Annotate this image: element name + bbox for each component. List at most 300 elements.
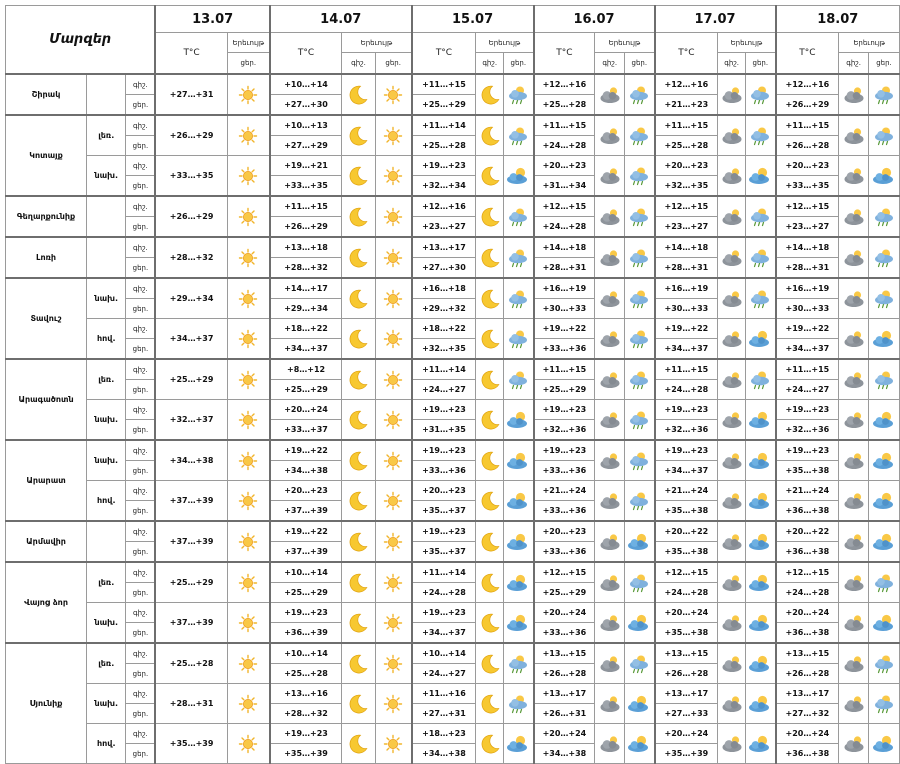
table-row xyxy=(6,278,900,299)
partly-rain-icon xyxy=(625,84,653,106)
weather-icon-cell xyxy=(504,278,534,319)
time-of-day-label: գիշ. xyxy=(126,684,155,704)
temperature-range: +19…+22 xyxy=(776,319,839,339)
temperature-range: +24…+28 xyxy=(534,217,595,238)
temperature-range: +12…+15 xyxy=(776,196,839,217)
weather-icon-cell xyxy=(718,237,746,278)
table-row xyxy=(6,400,900,420)
weather-icon-cell xyxy=(595,319,625,360)
night-subheader: գիշ. xyxy=(342,53,376,75)
temperature-range: +31…+34 xyxy=(534,176,595,197)
moon-icon xyxy=(342,288,375,310)
moon-icon xyxy=(476,165,503,187)
weather-icon-cell xyxy=(342,74,376,115)
cloudy-icon xyxy=(839,126,868,146)
weather-icon-cell xyxy=(227,359,270,400)
partly-rain-icon xyxy=(504,125,532,147)
weather-icon-cell xyxy=(342,237,376,278)
table-row xyxy=(6,196,900,217)
weather-icon-cell xyxy=(476,400,504,441)
temperature-range: +20…+23 xyxy=(412,481,476,501)
partly-cloudy-icon xyxy=(504,451,532,471)
sun-icon xyxy=(376,85,411,105)
time-of-day-label: գիշ. xyxy=(126,359,155,380)
moon-icon xyxy=(342,693,375,715)
weather-icon-cell xyxy=(869,562,900,603)
temperature-range: +11…+14 xyxy=(412,115,476,136)
partly-rain-icon xyxy=(869,693,899,715)
temperature-range: +34…+37 xyxy=(155,319,227,360)
weather-icon-cell xyxy=(595,278,625,319)
sun-icon xyxy=(228,370,269,390)
table-row xyxy=(6,603,900,623)
time-of-day-label: ցեր. xyxy=(126,704,155,724)
weather-icon-cell xyxy=(746,521,776,562)
weather-icon-cell xyxy=(746,643,776,684)
weather-icon-cell xyxy=(625,684,655,724)
moon-icon xyxy=(476,572,503,594)
weather-icon-cell xyxy=(342,278,376,319)
cloudy-icon xyxy=(718,734,745,754)
sun-icon xyxy=(228,734,269,754)
cloudy-icon xyxy=(718,126,745,146)
weather-icon-cell xyxy=(476,724,504,764)
temperature-range: +32…+36 xyxy=(776,420,839,441)
temperature-range: +35…+37 xyxy=(412,542,476,563)
partly-rain-icon xyxy=(869,369,899,391)
temperature-range: +26…+28 xyxy=(776,136,839,156)
weather-icon-cell xyxy=(625,724,655,764)
weather-icon-cell xyxy=(342,400,376,441)
weather-icon-cell xyxy=(869,643,900,684)
weather-icon-cell xyxy=(342,643,376,684)
temperature-range: +27…+31 xyxy=(412,704,476,724)
weather-icon-cell xyxy=(504,196,534,237)
partly-rain-icon xyxy=(625,490,653,512)
weather-icon-cell xyxy=(746,115,776,156)
cloudy-icon xyxy=(718,573,745,593)
weather-icon-cell xyxy=(342,521,376,562)
temperature-range: +32…+34 xyxy=(412,176,476,197)
weather-icon-cell xyxy=(375,74,411,115)
weather-icon-cell xyxy=(504,521,534,562)
partly-cloudy-icon xyxy=(869,451,899,471)
weather-icon-cell xyxy=(746,724,776,764)
cloudy-icon xyxy=(718,694,745,714)
partly-cloudy-icon xyxy=(504,613,532,633)
temperature-range: +36…+38 xyxy=(776,501,839,522)
temperature-range: +11…+15 xyxy=(412,74,476,95)
weather-icon-cell xyxy=(504,359,534,400)
weather-icon-cell xyxy=(504,724,534,764)
weather-icon-cell xyxy=(476,684,504,724)
temperature-range: +32…+35 xyxy=(412,339,476,360)
temperature-range: +13…+16 xyxy=(270,684,342,704)
temperature-range: +20…+24 xyxy=(534,603,595,623)
table-row xyxy=(6,521,900,542)
weather-icon-cell xyxy=(869,278,900,319)
time-of-day-label: ցեր. xyxy=(126,258,155,279)
temperature-range: +24…+28 xyxy=(412,583,476,603)
cloudy-icon xyxy=(595,207,624,227)
weather-icon-cell xyxy=(625,278,655,319)
temperature-range: +23…+27 xyxy=(412,217,476,238)
zone-label: նախ. xyxy=(87,603,126,644)
temperature-range: +14…+18 xyxy=(776,237,839,258)
sun-icon xyxy=(376,654,411,674)
weather-icon-cell xyxy=(839,196,869,237)
temperature-range: +35…+38 xyxy=(776,461,839,481)
time-of-day-label: ցեր. xyxy=(126,380,155,400)
time-of-day-label: գիշ. xyxy=(126,481,155,501)
time-of-day-label: գիշ. xyxy=(126,603,155,623)
sun-icon xyxy=(376,532,411,552)
weather-icon-cell xyxy=(746,440,776,481)
weather-icon-cell xyxy=(869,603,900,644)
temperature-range: +13…+18 xyxy=(270,237,342,258)
cloudy-icon xyxy=(839,573,868,593)
sun-icon xyxy=(228,207,269,227)
weather-icon-cell xyxy=(869,684,900,724)
partly-cloudy-icon xyxy=(869,613,899,633)
temperature-range: +36…+38 xyxy=(776,542,839,563)
weather-icon-cell xyxy=(375,603,411,644)
temperature-range: +19…+23 xyxy=(412,400,476,420)
cloudy-icon xyxy=(595,654,624,674)
temperature-range: +37…+39 xyxy=(155,481,227,522)
region-name: Լոռի xyxy=(6,237,87,278)
partly-cloudy-icon xyxy=(869,734,899,754)
partly-rain-icon xyxy=(625,450,653,472)
weather-icon-cell xyxy=(342,684,376,724)
moon-icon xyxy=(476,693,503,715)
weather-icon-cell xyxy=(476,603,504,644)
temperature-range: +19…+23 xyxy=(776,440,839,461)
temperature-range: +11…+15 xyxy=(270,196,342,217)
cloudy-icon xyxy=(839,654,868,674)
temperature-range: +12…+16 xyxy=(534,74,595,95)
time-of-day-label: գիշ. xyxy=(126,196,155,217)
temperature-range: +20…+23 xyxy=(776,156,839,176)
sun-icon xyxy=(376,126,411,146)
temperature-range: +24…+27 xyxy=(776,380,839,400)
weather-icon-cell xyxy=(476,237,504,278)
weather-icon-cell xyxy=(625,359,655,400)
cloudy-icon xyxy=(839,734,868,754)
temperature-range: +19…+23 xyxy=(270,724,342,744)
weather-icon-cell xyxy=(476,562,504,603)
moon-icon xyxy=(476,531,503,553)
weather-icon-cell xyxy=(718,319,746,360)
weather-icon-cell xyxy=(869,481,900,522)
weather-icon-cell xyxy=(869,115,900,156)
weather-icon-cell xyxy=(595,562,625,603)
time-of-day-label: գիշ. xyxy=(126,278,155,299)
weather-icon-cell xyxy=(342,562,376,603)
partly-cloudy-icon xyxy=(625,532,653,552)
weather-icon-cell xyxy=(718,400,746,441)
weather-column-header: Երեւույթ xyxy=(595,33,655,53)
weather-icon-cell xyxy=(227,196,270,237)
weather-icon-cell xyxy=(595,156,625,197)
temperature-range: +12…+15 xyxy=(655,562,718,583)
weather-icon-cell xyxy=(839,278,869,319)
weather-icon-cell xyxy=(476,481,504,522)
temperature-range: +27…+32 xyxy=(776,704,839,724)
temperature-range: +19…+23 xyxy=(412,156,476,176)
temperature-range: +33…+36 xyxy=(534,542,595,563)
temperature-range: +35…+39 xyxy=(270,744,342,764)
partly-cloudy-icon xyxy=(746,166,774,186)
weather-icon-cell xyxy=(342,196,376,237)
weather-icon-cell xyxy=(476,521,504,562)
weather-icon-cell xyxy=(375,400,411,441)
cloudy-icon xyxy=(595,126,624,146)
weather-icon-cell xyxy=(227,115,270,156)
weather-icon-cell xyxy=(504,440,534,481)
cloudy-icon xyxy=(595,734,624,754)
time-of-day-label: ցեր. xyxy=(126,176,155,197)
temperature-range: +30…+33 xyxy=(776,299,839,319)
weather-icon-cell xyxy=(869,319,900,360)
temperature-range: +12…+16 xyxy=(776,74,839,95)
weather-icon-cell xyxy=(839,562,869,603)
weather-icon-cell xyxy=(375,359,411,400)
partly-rain-icon xyxy=(869,653,899,675)
temperature-range: +10…+14 xyxy=(412,643,476,664)
partly-rain-icon xyxy=(504,288,532,310)
weather-icon-cell xyxy=(869,521,900,562)
weather-icon-cell xyxy=(839,400,869,441)
cloudy-icon xyxy=(839,166,868,186)
weather-icon-cell xyxy=(595,237,625,278)
temperature-range: +28…+32 xyxy=(155,237,227,278)
partly-rain-icon xyxy=(869,288,899,310)
moon-icon xyxy=(476,653,503,675)
weather-icon-cell xyxy=(504,562,534,603)
weather-icon-cell xyxy=(718,115,746,156)
temp-column-header: T°C xyxy=(412,33,476,75)
temperature-range: +33…+36 xyxy=(534,501,595,522)
cloudy-icon xyxy=(595,491,624,511)
temperature-range: +26…+28 xyxy=(534,664,595,684)
sun-icon xyxy=(376,451,411,471)
temperature-range: +19…+23 xyxy=(534,400,595,420)
partly-rain-icon xyxy=(504,247,532,269)
temperature-range: +26…+29 xyxy=(155,115,227,156)
region-name: Արագածոտն xyxy=(6,359,87,440)
moon-icon xyxy=(342,450,375,472)
weather-icon-cell xyxy=(746,196,776,237)
temperature-range: +16…+18 xyxy=(412,278,476,299)
temperature-range: +37…+39 xyxy=(270,501,342,522)
time-of-day-label: գիշ. xyxy=(126,643,155,664)
cloudy-icon xyxy=(718,289,745,309)
sun-icon xyxy=(228,573,269,593)
partly-rain-icon xyxy=(625,328,653,350)
night-subheader: գիշ. xyxy=(839,53,869,75)
weather-icon-cell xyxy=(839,115,869,156)
temperature-range: +19…+22 xyxy=(270,440,342,461)
table-row xyxy=(6,562,900,583)
sun-icon xyxy=(228,289,269,309)
weather-icon-cell xyxy=(625,74,655,115)
temperature-range: +28…+32 xyxy=(270,258,342,279)
temp-column-header: T°C xyxy=(655,33,718,75)
temperature-range: +11…+15 xyxy=(776,359,839,380)
temperature-range: +34…+37 xyxy=(655,461,718,481)
cloudy-icon xyxy=(839,370,868,390)
temperature-range: +35…+38 xyxy=(655,542,718,563)
weather-icon-cell xyxy=(476,74,504,115)
temperature-range: +11…+16 xyxy=(412,684,476,704)
table-row xyxy=(6,319,900,339)
moon-icon xyxy=(342,572,375,594)
weather-icon-cell xyxy=(718,440,746,481)
moon-icon xyxy=(476,125,503,147)
temperature-range: +33…+36 xyxy=(534,623,595,644)
temperature-range: +25…+28 xyxy=(534,95,595,116)
temperature-range: +20…+24 xyxy=(776,603,839,623)
temperature-range: +10…+14 xyxy=(270,643,342,664)
weather-icon-cell xyxy=(625,319,655,360)
table-row xyxy=(6,643,900,664)
weather-icon-cell xyxy=(839,237,869,278)
temperature-range: +21…+23 xyxy=(655,95,718,116)
weather-icon-cell xyxy=(839,521,869,562)
zone-label xyxy=(87,74,126,115)
zone-label xyxy=(87,521,126,562)
time-of-day-label: ցեր. xyxy=(126,339,155,360)
weather-icon-cell xyxy=(375,724,411,764)
cloudy-icon xyxy=(595,370,624,390)
time-of-day-label: ցեր. xyxy=(126,217,155,238)
partly-rain-icon xyxy=(504,369,532,391)
time-of-day-label: գիշ. xyxy=(126,237,155,258)
temperature-range: +19…+23 xyxy=(655,440,718,461)
zone-label: լեռ. xyxy=(87,643,126,684)
partly-rain-icon xyxy=(625,409,653,431)
partly-rain-icon xyxy=(746,288,774,310)
sun-icon xyxy=(228,85,269,105)
table-row xyxy=(6,440,900,461)
night-subheader: գիշ. xyxy=(476,53,504,75)
weather-icon-cell xyxy=(718,724,746,764)
cloudy-icon xyxy=(718,370,745,390)
cloudy-icon xyxy=(718,654,745,674)
weather-icon-cell xyxy=(625,521,655,562)
temperature-range: +14…+18 xyxy=(534,237,595,258)
date-header: 15.07 xyxy=(412,6,534,33)
weather-icon-cell xyxy=(746,74,776,115)
weather-icon-cell xyxy=(227,156,270,197)
weather-icon-cell xyxy=(227,603,270,644)
partly-cloudy-icon xyxy=(746,654,774,674)
weather-icon-cell xyxy=(375,521,411,562)
temperature-range: +26…+28 xyxy=(655,664,718,684)
temperature-range: +21…+24 xyxy=(655,481,718,501)
weather-icon-cell xyxy=(746,359,776,400)
sun-icon xyxy=(376,613,411,633)
temperature-range: +24…+28 xyxy=(655,583,718,603)
weather-icon-cell xyxy=(375,440,411,481)
weather-icon-cell xyxy=(839,156,869,197)
temperature-range: +34…+38 xyxy=(412,744,476,764)
weather-icon-cell xyxy=(375,115,411,156)
weather-icon-cell xyxy=(476,115,504,156)
moon-icon xyxy=(476,450,503,472)
weather-icon-cell xyxy=(375,643,411,684)
temperature-range: +12…+16 xyxy=(412,196,476,217)
temperature-range: +35…+37 xyxy=(412,501,476,522)
temperature-range: +20…+23 xyxy=(534,521,595,542)
weather-icon-cell xyxy=(746,156,776,197)
cloudy-icon xyxy=(595,329,624,349)
weather-icon-cell xyxy=(625,643,655,684)
zone-label: նախ. xyxy=(87,684,126,724)
time-of-day-label: գիշ. xyxy=(126,400,155,420)
partly-rain-icon xyxy=(746,369,774,391)
partly-cloudy-icon xyxy=(746,573,774,593)
temperature-range: +34…+38 xyxy=(534,744,595,764)
temperature-range: +8…+12 xyxy=(270,359,342,380)
moon-icon xyxy=(342,206,375,228)
temperature-range: +34…+38 xyxy=(155,440,227,481)
temperature-range: +27…+33 xyxy=(655,704,718,724)
partly-rain-icon xyxy=(625,653,653,675)
weather-icon-cell xyxy=(504,481,534,522)
zone-label: հով. xyxy=(87,481,126,522)
partly-cloudy-icon xyxy=(746,329,774,349)
weather-icon-cell xyxy=(595,481,625,522)
weather-icon-cell xyxy=(869,237,900,278)
partly-rain-icon xyxy=(746,84,774,106)
table-row xyxy=(6,74,900,95)
temperature-range: +25…+29 xyxy=(534,583,595,603)
temperature-range: +16…+19 xyxy=(534,278,595,299)
zone-label: նախ. xyxy=(87,278,126,319)
weather-icon-cell xyxy=(342,115,376,156)
temperature-range: +32…+37 xyxy=(155,400,227,441)
weather-icon-cell xyxy=(476,156,504,197)
weather-icon-cell xyxy=(375,562,411,603)
time-of-day-label: ցեր. xyxy=(126,542,155,563)
temperature-range: +33…+36 xyxy=(534,339,595,360)
region-name: Տավուշ xyxy=(6,278,87,359)
day-subheader: ցեր. xyxy=(504,53,534,75)
weather-icon-cell xyxy=(476,359,504,400)
forecast-table xyxy=(5,5,900,764)
weather-icon-cell xyxy=(869,196,900,237)
temperature-range: +30…+33 xyxy=(534,299,595,319)
partly-rain-icon xyxy=(869,247,899,269)
temperature-range: +35…+38 xyxy=(655,623,718,644)
partly-cloudy-icon xyxy=(625,694,653,714)
temperature-range: +36…+38 xyxy=(776,623,839,644)
weather-icon-cell xyxy=(718,278,746,319)
weather-icon-cell xyxy=(595,603,625,644)
weather-icon-cell xyxy=(227,74,270,115)
cloudy-icon xyxy=(839,613,868,633)
partly-rain-icon xyxy=(625,206,653,228)
temperature-range: +34…+37 xyxy=(776,339,839,360)
temperature-range: +19…+22 xyxy=(270,521,342,542)
temperature-range: +14…+17 xyxy=(270,278,342,299)
moon-icon xyxy=(476,369,503,391)
temperature-range: +34…+37 xyxy=(655,339,718,360)
temperature-range: +19…+23 xyxy=(534,440,595,461)
table-row xyxy=(6,237,900,258)
